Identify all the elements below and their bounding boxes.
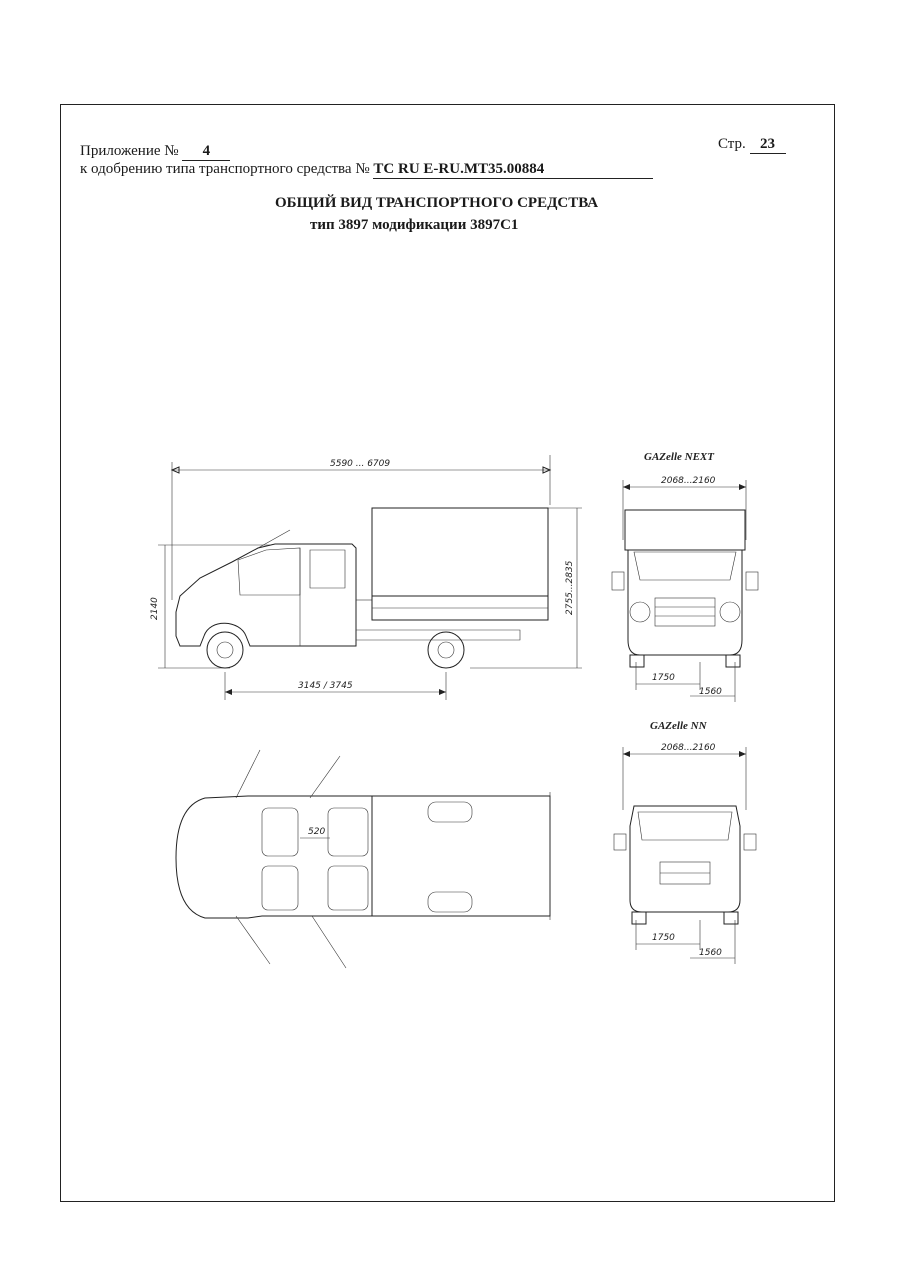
appendix-number: 4 (182, 143, 230, 161)
page-label: Стр. (718, 136, 746, 152)
document-subtitle: тип 3897 модификации 3897С1 (310, 217, 519, 233)
front-next-track-rear-dim: 1560 (699, 687, 722, 697)
front-nn-track-front-dim: 1750 (652, 933, 675, 943)
approval-label: к одобрению типа транспортного средства № (80, 161, 370, 177)
wheelbase-dim: 3145 / 3745 (298, 681, 353, 691)
front-nn-label: GAZelle NN (650, 720, 707, 732)
page-number: 23 (750, 136, 786, 154)
side-view (150, 455, 582, 700)
seat-dim: 520 (308, 827, 326, 837)
front-next-label: GAZelle NEXT (644, 451, 714, 463)
front-view-next (612, 451, 758, 702)
cab-height-dim: 2140 (150, 597, 160, 620)
front-next-width-dim: 2068...2160 (661, 476, 716, 486)
front-nn-width-dim: 2068...2160 (661, 743, 716, 753)
front-next-track-front-dim: 1750 (652, 673, 675, 683)
front-view-nn (614, 720, 756, 964)
front-nn-track-rear-dim: 1560 (699, 948, 722, 958)
document-title: ОБЩИЙ ВИД ТРАНСПОРТНОГО СРЕДСТВА (275, 195, 599, 211)
overall-length-dim: 5590 ... 6709 (330, 459, 391, 469)
top-view (176, 750, 550, 968)
appendix-label: Приложение № (80, 143, 179, 159)
total-height-dim: 2755...2835 (565, 560, 575, 615)
approval-number: ТС RU E-RU.МТ35.00884 (373, 161, 653, 179)
